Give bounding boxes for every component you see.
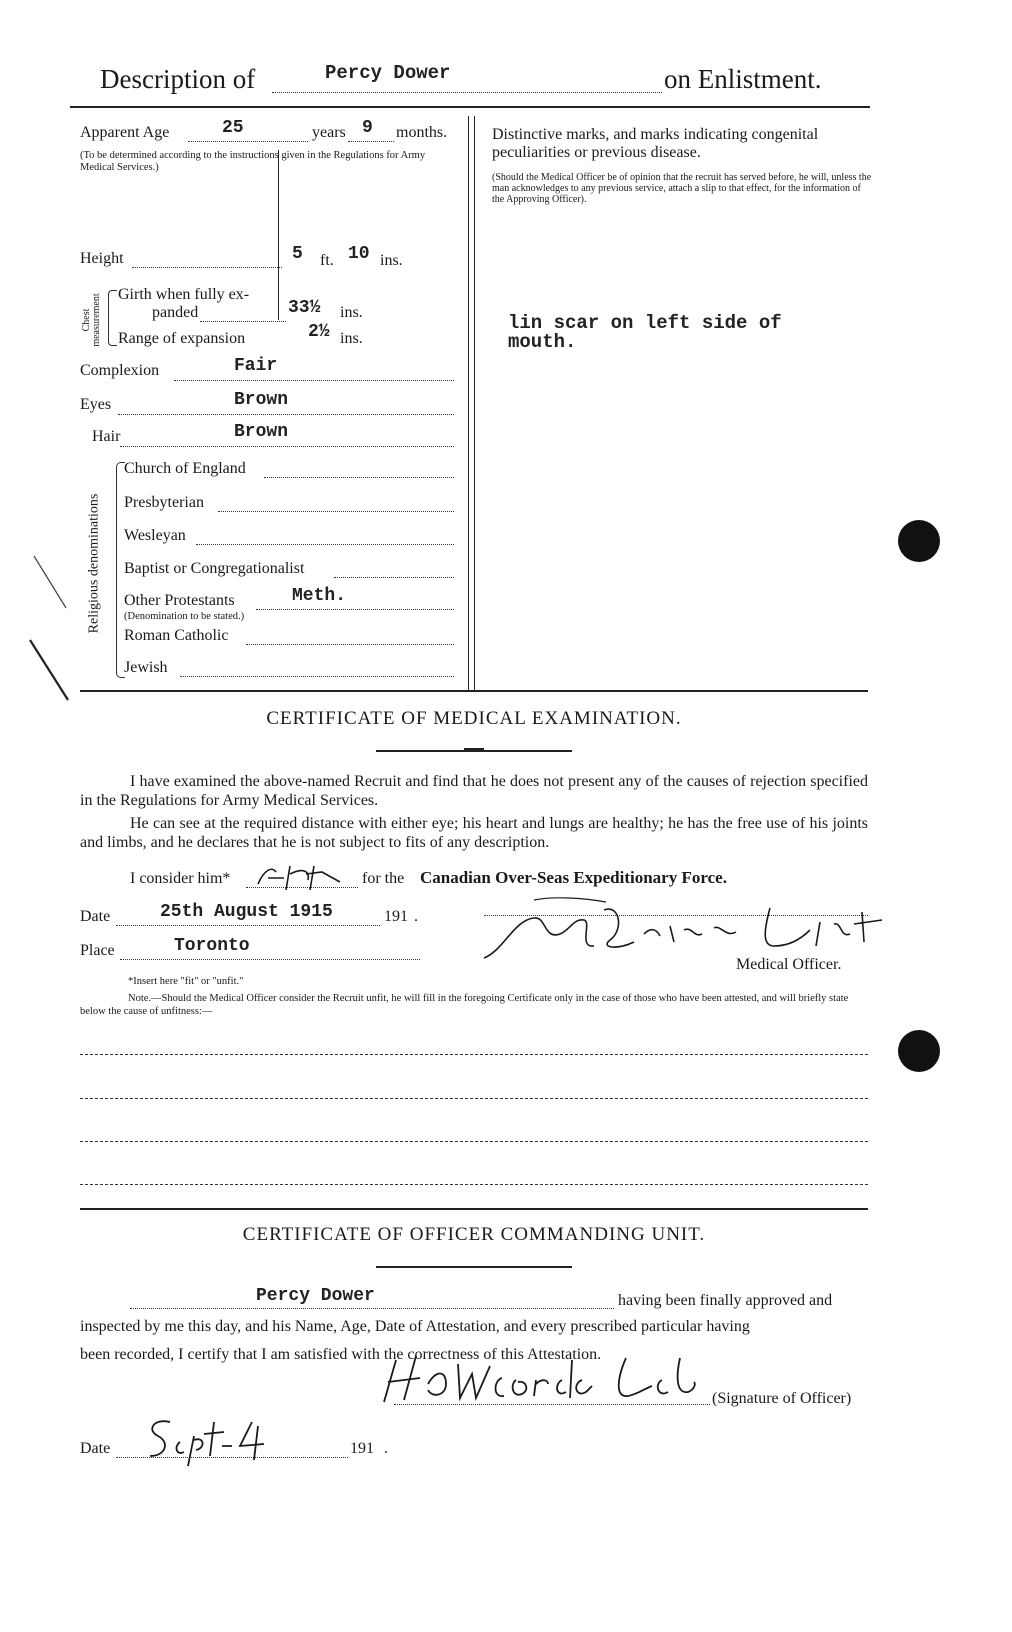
age-months-label: months. [396, 124, 448, 141]
medical-officer-label: Medical Officer. [736, 956, 842, 973]
marks-note: (Should the Medical Officer be of opinion that the recruit has served before, he will, unless the man acknowledges to any previous service, attach a slip to that effect, for the information of the Approving Officer). [492, 172, 872, 205]
girth-value: 33½ [288, 298, 321, 318]
eyes-value: Brown [234, 390, 289, 410]
marks-value-1: lin scar on left side of [508, 312, 782, 334]
commanding-text1: having been finally approved and [618, 1292, 833, 1309]
place-label: Place [80, 942, 115, 959]
consider-prefix: I consider him* [130, 870, 231, 887]
commanding-text3: been recorded, I certify that I am satisfied with the correctness of this Attestation. [80, 1346, 602, 1363]
medical-heading: CERTIFICATE OF MEDICAL EXAMINATION. [266, 708, 682, 729]
religion-other-note: (Denomination to be stated.) [124, 611, 245, 622]
medical-para1: I have examined the above-named Recruit and find that he does not present any of the causes of rejection specified in the Regulations for Army Medical Services. [80, 773, 868, 809]
height-ins-label: ins. [380, 252, 403, 269]
complexion-label: Complexion [80, 362, 160, 379]
commanding-sig-label: (Signature of Officer) [712, 1390, 852, 1407]
height-ft: 5 [292, 244, 303, 264]
date-label: Date [80, 908, 111, 925]
title-prefix: Description of [100, 64, 256, 94]
height-label: Height [80, 250, 124, 267]
height-ft-label: ft. [320, 252, 334, 269]
force-name: Canadian Over-Seas Expeditionary Force. [420, 868, 727, 887]
range-label: Range of expansion [118, 330, 246, 347]
girth-unit: ins. [340, 304, 363, 321]
date-value: 25th August 1915 [160, 902, 333, 922]
unfit-note: Note.—Should the Medical Officer consider the Recruit unfit, he will fill in the foregoing Certificate only in the case of those who have been attested, and will briefly state below the cause of unfitness:— [80, 993, 849, 1017]
age-label: Apparent Age [80, 124, 170, 141]
religion-item: Presbyterian [124, 494, 204, 511]
age-note: (To be determined according to the instructions given in the Regulations for Army Medical Services.) [80, 150, 426, 173]
commanding-date-handwriting [140, 1412, 320, 1468]
medical-para2: He can see at the required distance with either eye; his heart and lungs are healthy; he has the free use of his joints and limbs, and he declares that he is not subject to fits of any description. [80, 815, 868, 851]
girth-label-1: Girth when fully ex- [118, 286, 250, 303]
religion-item: Jewish [124, 659, 168, 676]
chest-side-label: Chest measurement [81, 293, 102, 347]
margin-scratch [20, 550, 80, 710]
range-unit: ins. [340, 330, 363, 347]
insert-note: *Insert here "fit" or "unfit." [128, 976, 244, 987]
religion-item: Roman Catholic [124, 627, 229, 644]
girth-label-2: panded [152, 304, 199, 321]
range-value: 2½ [308, 322, 330, 342]
punch-hole [898, 1030, 940, 1072]
commanding-text2: inspected by me this day, and his Name, Age, Date of Attestation, and every prescribed particular having [80, 1318, 750, 1335]
commanding-date-year: 191 [350, 1440, 374, 1457]
place-value: Toronto [174, 936, 250, 956]
hair-value: Brown [234, 422, 289, 442]
commanding-heading: CERTIFICATE OF OFFICER COMMANDING UNIT. [242, 1224, 706, 1245]
religion-side-label: Religious denominations [86, 493, 102, 634]
age-years-label: years [312, 124, 346, 141]
religion-other-value: Meth. [292, 586, 347, 606]
fit-handwriting [250, 860, 350, 896]
consider-suffix: for the [362, 870, 405, 887]
marks-value-2: mouth. [508, 331, 577, 353]
punch-hole [898, 520, 940, 562]
eyes-label: Eyes [80, 396, 112, 413]
title-name: Percy Dower [325, 62, 451, 84]
religion-item: Other Protestants [124, 592, 235, 609]
hair-label: Hair [92, 428, 121, 445]
complexion-value: Fair [234, 356, 278, 376]
age-years: 25 [222, 118, 244, 138]
age-months: 9 [362, 118, 373, 138]
commanding-date-label: Date [80, 1440, 111, 1457]
religion-item: Wesleyan [124, 527, 186, 544]
date-year: 191 [384, 908, 408, 925]
commanding-name: Percy Dower [256, 1286, 375, 1306]
religion-item: Baptist or Congregationalist [124, 560, 305, 577]
height-ins: 10 [348, 244, 370, 264]
marks-heading: Distinctive marks, and marks indicating congenital peculiarities or previous disease. [492, 126, 819, 161]
title-suffix: on Enlistment. [664, 64, 822, 94]
religion-item: Church of England [124, 460, 246, 477]
